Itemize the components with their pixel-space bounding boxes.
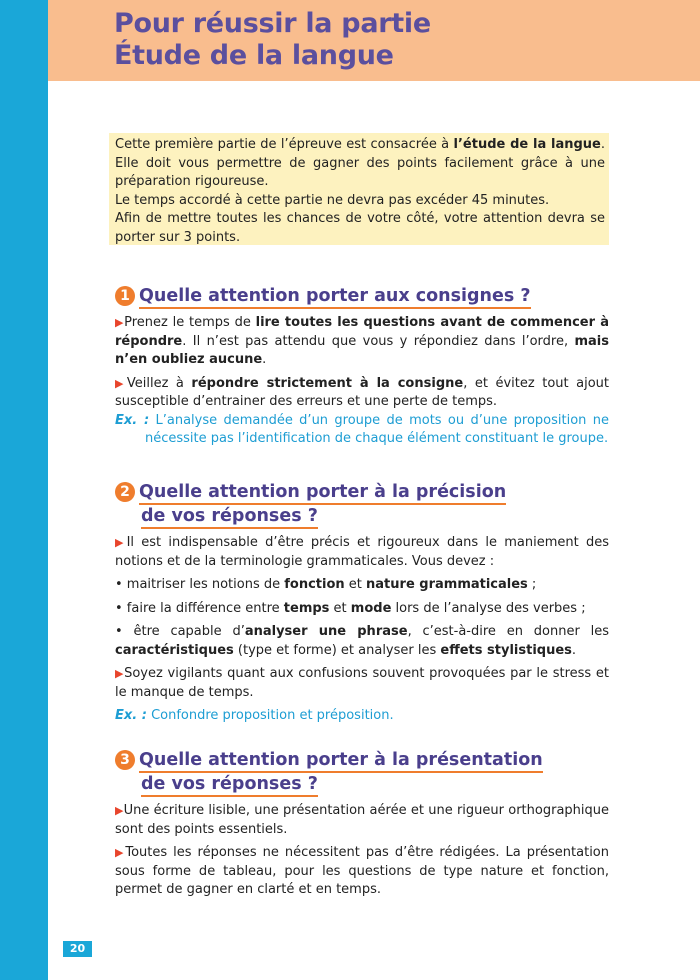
page-title [114,8,431,72]
section-3 [115,748,609,905]
section-2-title-line1: Quelle attention porter à la précision [139,482,506,505]
section-1 [115,284,609,454]
section-2-paragraph-last: ▶Soyez vigilants quant aux confusions souvent provoquées par le stress et le manque de temps. [115,666,609,700]
intro-paragraph-1: Cette première partie de l’épreuve est consacrée à l’étude de la langue. Elle doit vous permettre de gagner des points facilement grâce à une préparation rigoureuse. [115,137,605,189]
page-title-line1: Pour réussir la partie [114,8,431,39]
example-label: Ex. : [115,412,150,428]
section-1-example: Ex. : L’analyse demandée d’un groupe de mots ou d’une proposition ne nécessite pas l’identification de chaque élément constituant le groupe. [115,412,610,446]
arrow-icon: ▶ [115,316,125,329]
section-1-heading [115,284,609,308]
section-number-badge: 3 [115,750,135,770]
arrow-icon: ▶ [115,804,124,817]
section-2-example: Ex. : Confondre proposition et préposition. [115,708,394,723]
left-color-band [0,0,48,980]
page-title-line2: Étude de la langue [114,40,394,71]
arrow-icon: ▶ [115,846,126,859]
section-number-badge: 2 [115,482,135,502]
section-2 [115,480,609,731]
arrow-icon: ▶ [115,667,125,680]
page-number: 20 [63,941,92,957]
section-2-heading [115,480,609,528]
intro-emphasis: l’étude de la langue [453,137,601,152]
intro-box [109,133,609,245]
intro-paragraph-3: Afin de mettre toutes les chances de votre côté, votre attention devra se porter sur 3 points. [115,211,605,245]
section-3-heading [115,748,609,796]
intro-paragraph-2: Le temps accordé à cette partie ne devra pas excéder 45 minutes. [115,192,550,208]
section-number-badge: 1 [115,286,135,306]
section-1-title: Quelle attention porter aux consignes ? [139,286,531,309]
section-3-paragraph-2: ▶Toutes les réponses ne nécessitent pas d’être rédigées. La présentation sous forme de tableau, pour les questions de type nature et fonction, permet de gagner en clarté et en temps. [115,845,609,897]
section-2-title-line2: de vos réponses ? [141,506,318,529]
example-label: Ex. : [115,708,147,723]
section-1-paragraph-1: ▶Prenez le temps de lire toutes les questions avant de commencer à répondre. Il n’est pas attendu que vous y répondiez dans l’ordre, mais n’en oubliez aucune. [115,315,609,367]
section-3-title-line2: de vos réponses ? [141,774,318,797]
section-2-intro: ▶Il est indispensable d’être précis et rigoureux dans le maniement des notions et de la terminologie grammaticales. Vous devez : [115,535,609,569]
section-3-paragraph-1: ▶Une écriture lisible, une présentation aérée et une rigueur orthographique sont des points essentiels. [115,803,610,837]
arrow-icon: ▶ [115,376,127,390]
section-1-paragraph-2: ▶Veillez à répondre strictement à la consigne, et évitez tout ajout susceptible d’entrainer des erreurs et une perte de temps. [115,375,609,409]
section-2-bullet-3: • être capable d’analyser une phrase, c’est-à-dire en donner les caractéristiques (type et forme) et analyser les effets stylistiques. [115,624,609,658]
section-2-bullet-2: • faire la différence entre temps et mode lors de l’analyse des verbes ; [115,600,586,616]
section-2-bullet-1: • maitriser les notions de fonction et nature grammaticales ; [115,577,537,592]
section-3-title-line1: Quelle attention porter à la présentation [139,750,543,773]
arrow-icon: ▶ [115,536,127,549]
